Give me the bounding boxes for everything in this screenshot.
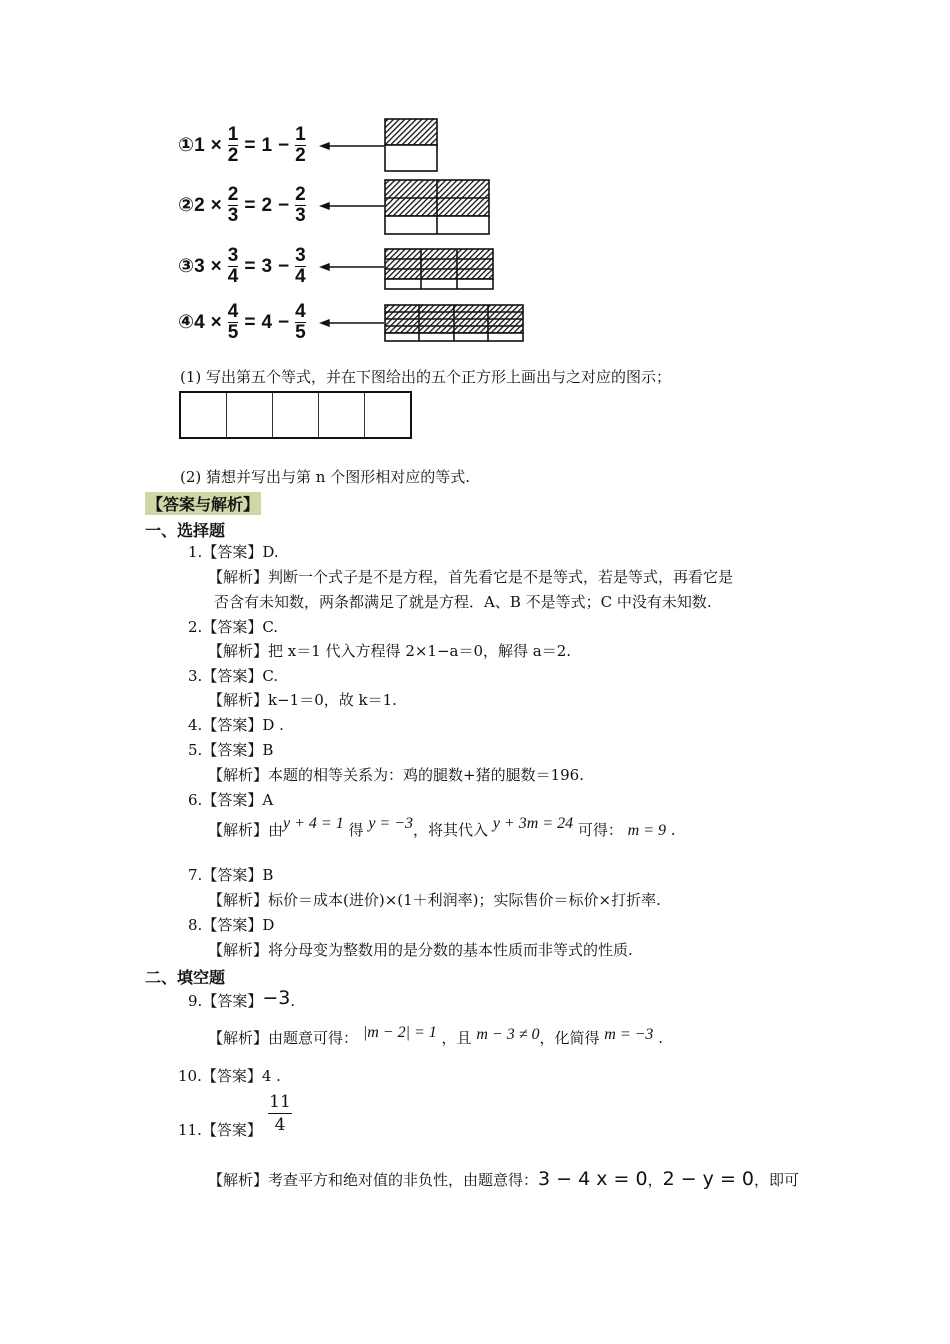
answer-tag: 【答案】 (202, 992, 263, 1010)
equals-sign: = (244, 311, 256, 333)
answer-value: D . (262, 716, 284, 734)
explain-text: k−1＝0，故 k＝1. (268, 691, 397, 709)
answer-row-1 (188, 542, 279, 562)
times-sign: × (210, 194, 222, 216)
answer-value: C. (262, 667, 279, 685)
item-number: 5. (188, 741, 203, 759)
explain-text: ，即可 (754, 1171, 800, 1189)
answer-value: B (262, 741, 274, 759)
equation-index: ③ (178, 256, 195, 277)
diagram-1 (385, 119, 437, 171)
diagram-3 (385, 249, 493, 289)
item-number: 7. (188, 866, 203, 884)
math-expression: m = 9 (627, 822, 666, 839)
explain-tag: 【解析】 (208, 821, 269, 839)
fraction-numerator: 2 (227, 184, 239, 205)
answer-tag: 【答案】 (202, 618, 263, 636)
fraction-denominator: 4 (227, 266, 239, 287)
grid-square (227, 393, 273, 437)
math-expression: 3 − 4 x = 0 (538, 1168, 648, 1190)
item-number: 9. (188, 992, 203, 1010)
minus-sign: − (278, 134, 290, 156)
answer-tag: 【答案】 (202, 716, 263, 734)
fraction-denominator: 3 (227, 205, 239, 226)
explain-text: 得 (348, 821, 364, 839)
explain-row-8 (208, 940, 633, 960)
fraction-numerator: 3 (227, 245, 239, 266)
explain-tag: 【解析】 (208, 766, 269, 784)
answer-row-9 (188, 987, 296, 1011)
explain-row-3 (208, 690, 397, 710)
equals-sign: = (244, 194, 256, 216)
explain-text: 可得： (577, 821, 623, 839)
explain-tag: 【解析】 (208, 691, 269, 709)
times-sign: × (210, 134, 222, 156)
answer-row-7 (188, 865, 273, 885)
answer-tag: 【答案】 (201, 1067, 262, 1085)
math-expression: y + 4 = 1 (283, 815, 344, 832)
item-number: 2. (188, 618, 203, 636)
equation-n: 4 (194, 311, 205, 333)
explain-tag: 【解析】 (208, 642, 269, 660)
answer-tag: 【答案】 (202, 741, 263, 759)
explain-text: ，化简得 (539, 1029, 600, 1047)
explain-row-2 (208, 641, 571, 661)
equation-n: 1 (261, 134, 273, 156)
math-expression: y = −3 (368, 815, 414, 832)
separator: ， (647, 1171, 663, 1189)
explain-row-11 (208, 1169, 799, 1190)
explain-row-6 (208, 815, 676, 841)
answer-value: 4 . (261, 1067, 281, 1085)
equation-n: 3 (261, 255, 273, 277)
explain-text: 由 (268, 821, 284, 839)
fraction-denominator: 5 (227, 322, 239, 343)
explain-tag: 【解析】 (208, 891, 269, 909)
explain-row-7 (208, 890, 661, 910)
explain-text: 由题意可得： (268, 1029, 359, 1047)
fraction-denominator: 5 (295, 322, 306, 343)
fraction-denominator: 4 (295, 266, 306, 287)
grid-square (273, 393, 319, 437)
equation-3 (178, 247, 306, 286)
explain-text: ，且 (441, 1029, 472, 1047)
explain-row-5 (208, 765, 584, 785)
equation-n: 3 (194, 255, 205, 277)
item-number: 1. (188, 543, 203, 561)
equation-index: ② (178, 195, 195, 216)
equation-n: 2 (194, 194, 205, 216)
answer-fraction-11 (268, 1092, 292, 1135)
equals-sign: = (244, 255, 256, 277)
minus-sign: − (278, 194, 290, 216)
grid-square (365, 393, 410, 437)
math-expression: m − 3 ≠ 0 (476, 1026, 540, 1043)
equation-n: 1 (194, 134, 205, 156)
equation-4 (178, 303, 306, 342)
explain-text: 本题的相等关系为：鸡的腿数+猪的腿数＝196. (268, 766, 584, 784)
diagram-4 (385, 305, 523, 341)
answer-value: C. (262, 618, 279, 636)
explain-text: . (658, 1029, 663, 1047)
explain-text: ，将其代入 (413, 821, 489, 839)
five-squares-grid (179, 391, 412, 439)
item-number: 6. (188, 791, 203, 809)
fraction-numerator: 1 (295, 124, 306, 145)
equation-n: 2 (261, 194, 273, 216)
answer-tag: 【答案】 (202, 543, 263, 561)
question-1: (1) 写出第五个等式，并在下图给出的五个正方形上画出与之对应的图示； (180, 368, 672, 386)
item-number: 8. (188, 916, 203, 934)
equation-2 (178, 186, 306, 225)
answer-tag: 【答案】 (202, 791, 263, 809)
item-number: 3. (188, 667, 203, 685)
answer-row-3 (188, 666, 278, 686)
fraction-numerator: 1 (227, 124, 239, 145)
answer-value: A (262, 791, 274, 809)
question-2: (2) 猜想并写出与第 n 个图形相对应的等式. (180, 468, 470, 486)
explain-tag: 【解析】 (208, 941, 269, 959)
item-number: 4. (188, 716, 203, 734)
explain-row-1 (208, 567, 733, 587)
fraction-numerator: 4 (295, 301, 306, 322)
answer-tag: 【答案】 (202, 866, 263, 884)
item-number: 11. (178, 1121, 202, 1139)
equation-1 (178, 126, 306, 165)
fraction-numerator: 3 (295, 245, 306, 266)
answer-value: D (262, 916, 275, 934)
answer-row-8 (188, 915, 274, 935)
explain-tag: 【解析】 (208, 1171, 269, 1189)
explain-row-1-cont: 否含有未知数，两条都满足了就是方程．A、B 不是等式；C 中没有未知数. (214, 593, 712, 611)
item-number: 10. (178, 1067, 202, 1085)
explain-text: 考查平方和绝对值的非负性，由题意得： (268, 1171, 539, 1189)
explain-tag: 【解析】 (208, 568, 269, 586)
answer-row-10 (178, 1066, 281, 1086)
equation-n: 4 (261, 311, 273, 333)
explain-row-9 (208, 1024, 663, 1049)
fraction-denominator: 4 (274, 1115, 286, 1135)
section-choice: 一、选择题 (145, 521, 226, 540)
answer-row-6 (188, 790, 273, 810)
math-expression: |m − 2| = 1 (362, 1024, 437, 1041)
fraction-numerator: 11 (269, 1092, 291, 1112)
explain-text: 把 x＝1 代入方程得 2×1−a＝0，解得 a＝2. (268, 642, 572, 660)
times-sign: × (210, 311, 222, 333)
diagram-2 (385, 180, 489, 234)
math-expression: m = −3 (604, 1026, 654, 1043)
grid-square (181, 393, 227, 437)
explain-text: 判断一个式子是不是方程，首先看它是不是等式，若是等式，再看它是 (268, 568, 734, 586)
minus-sign: − (278, 311, 290, 333)
fraction-numerator: 2 (295, 184, 306, 205)
section-fill: 二、填空题 (145, 968, 226, 987)
fraction-denominator: 2 (295, 145, 306, 166)
times-sign: × (210, 255, 222, 277)
fraction-numerator: 4 (227, 301, 239, 322)
answer-row-4 (188, 715, 284, 735)
answer-tag: 【答案】 (202, 916, 263, 934)
grid-square (319, 393, 365, 437)
answer-row-5 (188, 740, 273, 760)
answers-heading: 【答案与解析】 (145, 492, 261, 515)
fraction-denominator: 2 (227, 145, 239, 166)
fraction-denominator: 3 (295, 205, 306, 226)
answer-tag: 【答案】 (201, 1121, 262, 1139)
answer-value: −3 (262, 987, 291, 1009)
answer-period: . (290, 992, 296, 1010)
math-expression: 2 − y = 0 (662, 1168, 755, 1190)
explain-text: 将分母变为整数用的是分数的基本性质而非等式的性质. (268, 941, 633, 959)
math-expression: y + 3m = 24 (492, 815, 574, 832)
answer-row-2 (188, 617, 278, 637)
explain-tag: 【解析】 (208, 1029, 269, 1047)
answer-value: D. (262, 543, 279, 561)
explain-text: 标价＝成本(进价)×(1＋利润率)；实际售价＝标价×打折率. (268, 891, 661, 909)
equation-index: ① (178, 135, 195, 156)
answer-row-11 (178, 1120, 262, 1140)
equals-sign: = (244, 134, 256, 156)
equation-index: ④ (178, 312, 195, 333)
answer-tag: 【答案】 (202, 667, 263, 685)
answer-value: B (262, 866, 274, 884)
explain-text: . (670, 821, 676, 839)
minus-sign: − (278, 255, 290, 277)
